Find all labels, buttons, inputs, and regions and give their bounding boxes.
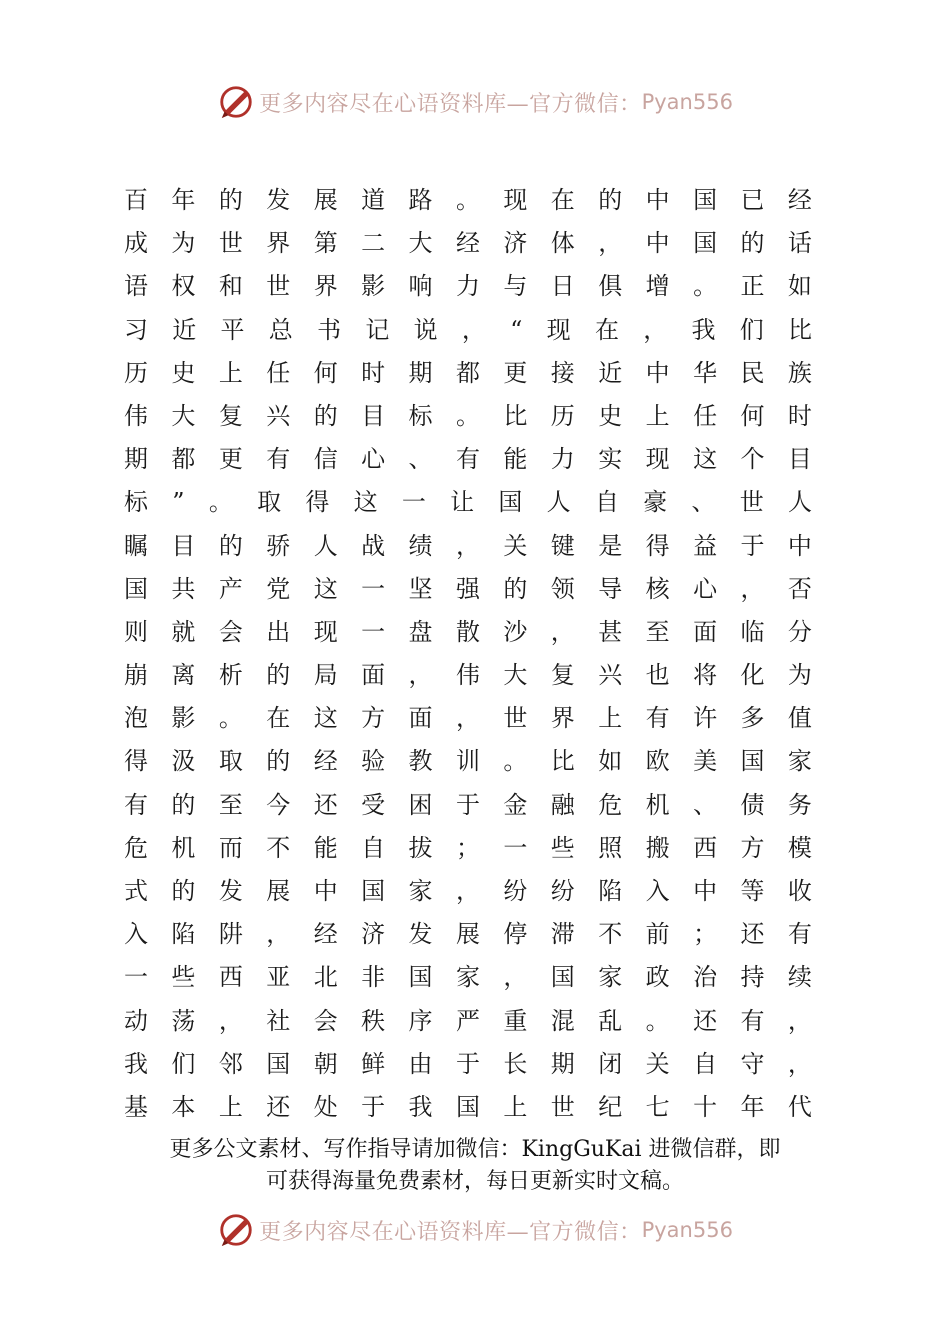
pen-logo-icon bbox=[217, 83, 255, 121]
text-line: 崩 离 析 的 局 面 ， 伟 大 复 兴 也 将 化 为 bbox=[124, 661, 812, 690]
text-line: 国 共 产 党 这 一 坚 强 的 领 导 核 心 ， 否 bbox=[124, 574, 812, 603]
watermark-footer bbox=[0, 1208, 950, 1252]
text-line: 有 的 至 今 还 受 困 于 金 融 危 机 、 债 务 bbox=[124, 790, 812, 819]
watermark-header bbox=[0, 80, 950, 124]
pen-logo-icon bbox=[217, 1211, 255, 1249]
text-line: 动 荡 ， 社 会 秩 序 严 重 混 乱 。 还 有 ， bbox=[124, 1006, 812, 1035]
text-line: 历 史 上 任 何 时 期 都 更 接 近 中 华 民 族 bbox=[124, 358, 812, 387]
text-line: 成 为 世 界 第 二 大 经 济 体 ， 中 国 的 话 bbox=[124, 229, 812, 258]
text-line: 基 本 上 还 处 于 我 国 上 世 纪 七 十 年 代 bbox=[124, 1092, 812, 1121]
footer-note bbox=[120, 1134, 830, 1198]
text-line: 式 的 发 展 中 国 家 ， 纷 纷 陷 入 中 等 收 bbox=[124, 877, 812, 905]
text-line: 入 陷 阱 ， 经 济 发 展 停 滞 不 前 ； 还 有 bbox=[124, 920, 812, 949]
text-line: 危 机 而 不 能 自 拔 ； 一 些 照 搬 西 方 模 bbox=[124, 833, 812, 862]
watermark-text: 更多内容尽在心语资料库—官方微信： bbox=[259, 91, 642, 117]
footer-line-2: 可获得海量免费素材，每日更新实时文稿。 bbox=[265, 1169, 684, 1194]
text-line: 习 近 平 总 书 记 说 ， “ 现 在 ， 我 们 比 bbox=[124, 315, 812, 344]
text-line: 则 就 会 出 现 一 盘 散 沙 ， 甚 至 面 临 分 bbox=[124, 617, 812, 646]
text-line: 标 ” 。 取 得 这 一 让 国 人 自 豪 、 世 人 bbox=[124, 488, 812, 517]
watermark-id: Pyan556 bbox=[641, 90, 733, 114]
text-line: 泡 影 。 在 这 方 面 ， 世 界 上 有 许 多 值 bbox=[124, 704, 812, 733]
text-line: 语 权 和 世 界 影 响 力 与 日 俱 增 。 正 如 bbox=[124, 272, 812, 301]
footer-line-1: 更多公文素材、写作指导请加微信：KingGuKai 进微信群，即 bbox=[169, 1137, 781, 1162]
watermark-id: Pyan556 bbox=[641, 1218, 733, 1242]
text-line: 伟 大 复 兴 的 目 标 。 比 历 史 上 任 何 时 bbox=[124, 401, 812, 430]
text-line: 百 年 的 发 展 道 路 。 现 在 的 中 国 已 经 bbox=[124, 186, 812, 214]
text-line: 得 汲 取 的 经 验 教 训 。 比 如 欧 美 国 家 bbox=[124, 747, 812, 776]
text-line: 期 都 更 有 信 心 、 有 能 力 实 现 这 个 目 bbox=[124, 445, 812, 474]
text-line: 我 们 邻 国 朝 鲜 由 于 长 期 闭 关 自 守 ， bbox=[124, 1049, 812, 1078]
text-line: 一 些 西 亚 北 非 国 家 ， 国 家 政 治 持 续 bbox=[124, 963, 812, 992]
text-line: 瞩 目 的 骄 人 战 绩 ， 关 键 是 得 益 于 中 bbox=[124, 531, 812, 560]
watermark-text: 更多内容尽在心语资料库—官方微信： bbox=[259, 1219, 642, 1245]
document-body bbox=[124, 179, 812, 1129]
